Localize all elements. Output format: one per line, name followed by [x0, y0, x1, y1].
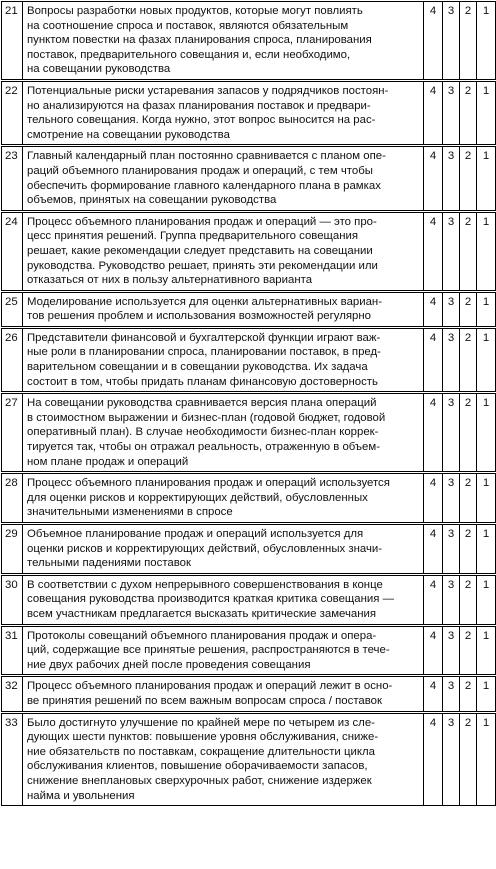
- statement-text: [23, 2, 424, 81]
- score-option-2[interactable]: 2: [460, 291, 477, 327]
- score-option-2[interactable]: 2: [460, 473, 477, 524]
- statement-text: [23, 211, 424, 291]
- table-row: [2, 625, 496, 676]
- score-option-2[interactable]: 2: [460, 676, 477, 712]
- statement-line: снижение внеплановых сверхурочных работ, снижение издержек: [27, 774, 372, 787]
- statement-line: ве принятия решений по всем важным вопросам спроса / поставок: [27, 694, 382, 707]
- score-option-2[interactable]: 2: [460, 574, 477, 625]
- statement-text: [23, 574, 424, 625]
- statement-line: Процесс объемного планирования продаж и операций — это про-: [27, 215, 377, 228]
- statement-line: Протоколы совещаний объемного планирования продаж и опера-: [27, 629, 377, 642]
- statement-line: Процесс объемного планирования продаж и операций используется: [27, 477, 390, 490]
- score-option-3[interactable]: 3: [443, 327, 460, 392]
- score-option-1[interactable]: 1: [477, 327, 496, 392]
- row-number: 23: [2, 146, 23, 211]
- score-option-4[interactable]: 4: [424, 393, 443, 473]
- statement-line: ций, содержащие все принятые решения, распространяются в тече-: [27, 644, 390, 657]
- statement-line: объемов, принятых на совещании руководства: [27, 194, 277, 207]
- statement-line: обслуживания клиентов, повышение оборачиваемости запасов,: [27, 760, 368, 773]
- statement-line: тов решения проблем и использования возможностей регулярно: [27, 310, 372, 323]
- score-option-3[interactable]: 3: [443, 473, 460, 524]
- statement-line: тельными падениями поставок: [27, 557, 191, 570]
- score-option-3[interactable]: 3: [443, 146, 460, 211]
- statement-line: тируется так, чтобы он отражал реальность, отраженную в объем-: [27, 441, 380, 454]
- row-number: 21: [2, 2, 23, 81]
- score-option-2[interactable]: 2: [460, 2, 477, 81]
- row-number: 33: [2, 712, 23, 806]
- table-row: [2, 80, 496, 145]
- score-option-1[interactable]: 1: [477, 524, 496, 575]
- statement-line: оценки рисков и корректирующих действий, обусловленных значи-: [27, 542, 383, 555]
- score-option-4[interactable]: 4: [424, 625, 443, 676]
- score-option-1[interactable]: 1: [477, 393, 496, 473]
- score-option-1[interactable]: 1: [477, 80, 496, 145]
- statement-line: состоит в том, чтобы придать планам финансовую достоверность: [27, 375, 378, 388]
- statement-line: дующих шести пунктов: повышение уровня обслуживания, сниже-: [27, 731, 379, 744]
- row-number: 27: [2, 393, 23, 473]
- statement-line: отказаться от них в пользу альтернативного варианта: [27, 274, 313, 287]
- questionnaire-table: [1, 1, 496, 806]
- statement-line: пунктом повестки на фазах планирования спроса, планирования: [27, 34, 372, 47]
- statement-line: тельного совещания. Когда нужно, этот вопрос выносится на рас-: [27, 114, 376, 127]
- statement-text: [23, 327, 424, 392]
- score-option-4[interactable]: 4: [424, 327, 443, 392]
- score-option-4[interactable]: 4: [424, 676, 443, 712]
- score-option-1[interactable]: 1: [477, 211, 496, 291]
- score-option-3[interactable]: 3: [443, 211, 460, 291]
- statement-line: Вопросы разработки новых продуктов, которые могут повлиять: [27, 5, 363, 17]
- statement-line: Было достигнуто улучшение по крайней мере по четырем из сле-: [27, 716, 375, 729]
- score-option-2[interactable]: 2: [460, 146, 477, 211]
- statement-line: найма и увольнения: [27, 789, 135, 802]
- row-number: 29: [2, 524, 23, 575]
- statement-line: всем участникам предлагается высказать критические замечания: [27, 607, 377, 620]
- score-option-3[interactable]: 3: [443, 2, 460, 81]
- score-option-4[interactable]: 4: [424, 2, 443, 81]
- statement-line: Объемное планирование продаж и операций используется для: [27, 528, 364, 540]
- score-option-1[interactable]: 1: [477, 473, 496, 524]
- score-option-1[interactable]: 1: [477, 146, 496, 211]
- statement-line: Моделирование используется для оценки альтернативных вариан-: [27, 295, 383, 308]
- statement-line: значительными изменениями в спросе: [27, 506, 233, 519]
- table-row: [2, 327, 496, 392]
- statement-line: оперативный план). В случае необходимости бизнес-план коррек-: [27, 426, 379, 439]
- table-row: [2, 393, 496, 473]
- score-option-4[interactable]: 4: [424, 80, 443, 145]
- statement-line: Представители финансовой и бухгалтерской функции играют важ-: [27, 331, 381, 344]
- table-row: [2, 473, 496, 524]
- score-option-4[interactable]: 4: [424, 291, 443, 327]
- statement-line: поставок, предварительного совещания и, если необходимо,: [27, 48, 351, 61]
- statement-line: ние двух рабочих дней после проведения совещания: [27, 658, 311, 671]
- score-option-4[interactable]: 4: [424, 574, 443, 625]
- statement-line: для оценки рисков и корректирующих действий, обусловленных: [27, 491, 368, 504]
- score-option-1[interactable]: 1: [477, 712, 496, 806]
- table-row: [2, 146, 496, 211]
- statement-line: обеспечить формирование главного календарного плана в рамках: [27, 179, 381, 192]
- statement-line: смотрение на совещании руководства: [27, 128, 230, 141]
- score-option-3[interactable]: 3: [443, 712, 460, 806]
- table-row: [2, 291, 496, 327]
- statement-text: [23, 676, 424, 712]
- table-row: [2, 712, 496, 806]
- statement-line: ном плане продаж и операций: [27, 455, 189, 468]
- statement-line: ние обязательств по поставкам, сокращение длительности цикла: [27, 745, 375, 758]
- statement-text: [23, 524, 424, 575]
- statement-line: на соотношение спроса и поставок, являются обязательным: [27, 19, 349, 32]
- row-number: 32: [2, 676, 23, 712]
- score-option-3[interactable]: 3: [443, 291, 460, 327]
- statement-line: решает, какие рекомендации следует представить на совещании: [27, 244, 373, 257]
- statement-line: Главный календарный план постоянно сравнивается с планом опе-: [27, 150, 386, 163]
- table-row: [2, 211, 496, 291]
- score-option-4[interactable]: 4: [424, 524, 443, 575]
- statement-text: [23, 291, 424, 327]
- table-row: [2, 2, 496, 81]
- score-option-3[interactable]: 3: [443, 524, 460, 575]
- statement-line: Процесс объемного планирования продаж и операций лежит в осно-: [27, 680, 393, 693]
- score-option-1[interactable]: 1: [477, 574, 496, 625]
- score-option-2[interactable]: 2: [460, 80, 477, 145]
- row-number: 31: [2, 625, 23, 676]
- statement-line: руководства. Руководство решает, принять эти рекомендации или: [27, 259, 378, 272]
- row-number: 26: [2, 327, 23, 392]
- statement-line: На совещании руководства сравнивается версия плана операций: [27, 397, 377, 410]
- statement-text: [23, 393, 424, 473]
- row-number: 24: [2, 211, 23, 291]
- statement-text: [23, 473, 424, 524]
- statement-line: но анализируются на фазах планирования поставок и предвари-: [27, 99, 371, 112]
- row-number: 30: [2, 574, 23, 625]
- statement-text: [23, 625, 424, 676]
- row-number: 22: [2, 80, 23, 145]
- score-option-2[interactable]: 2: [460, 393, 477, 473]
- statement-line: В соответствии с духом непрерывного совершенствования в конце: [27, 578, 383, 591]
- statement-line: в стоимостном выражении и бизнес-план (годовой бюджет, годовой: [27, 411, 386, 424]
- score-option-4[interactable]: 4: [424, 712, 443, 806]
- score-option-1[interactable]: 1: [477, 2, 496, 81]
- statement-line: совещания руководства производится краткая критика совещания —: [27, 593, 395, 606]
- score-option-1[interactable]: 1: [477, 291, 496, 327]
- score-option-4[interactable]: 4: [424, 211, 443, 291]
- row-number: 25: [2, 291, 23, 327]
- score-option-1[interactable]: 1: [477, 676, 496, 712]
- score-option-2[interactable]: 2: [460, 211, 477, 291]
- statement-line: на совещании руководства: [27, 63, 171, 76]
- table-row: [2, 676, 496, 712]
- score-option-3[interactable]: 3: [443, 676, 460, 712]
- statement-text: [23, 80, 424, 145]
- statement-line: ные роли в планировании спроса, планировании поставок, в пред-: [27, 346, 381, 359]
- statement-text: [23, 146, 424, 211]
- score-option-1[interactable]: 1: [477, 625, 496, 676]
- statement-text: [23, 712, 424, 806]
- score-option-3[interactable]: 3: [443, 80, 460, 145]
- table-row: [2, 524, 496, 575]
- score-option-4[interactable]: 4: [424, 473, 443, 524]
- score-option-3[interactable]: 3: [443, 625, 460, 676]
- row-number: 28: [2, 473, 23, 524]
- score-option-2[interactable]: 2: [460, 712, 477, 806]
- score-option-3[interactable]: 3: [443, 574, 460, 625]
- score-option-2[interactable]: 2: [460, 524, 477, 575]
- score-option-2[interactable]: 2: [460, 625, 477, 676]
- statement-line: раций объемного планирования продаж и операций, с тем чтобы: [27, 164, 373, 177]
- score-option-4[interactable]: 4: [424, 146, 443, 211]
- score-option-3[interactable]: 3: [443, 393, 460, 473]
- statement-line: Потенциальные риски устаревания запасов у подрядчиков постоян-: [27, 84, 389, 97]
- statement-line: цесс принятия решений. Группа предварительного совещания: [27, 230, 359, 243]
- statement-line: варительном совещании и в совещании руководства. Их задача: [27, 361, 368, 374]
- score-option-2[interactable]: 2: [460, 327, 477, 392]
- table-row: [2, 574, 496, 625]
